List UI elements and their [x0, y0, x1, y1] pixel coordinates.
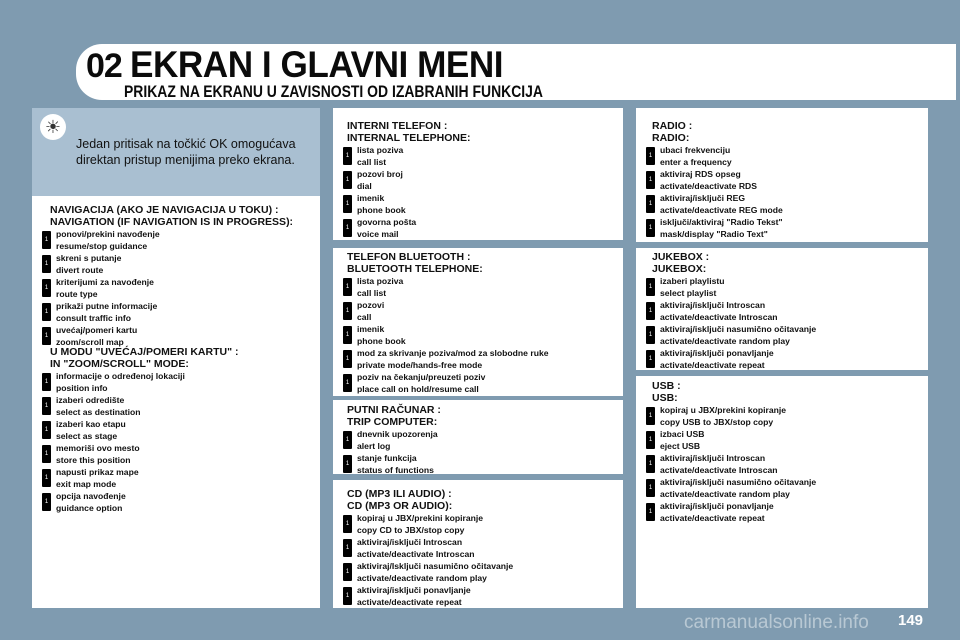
divider	[636, 242, 928, 248]
item-label-local: kriterijumi za navođenje	[56, 277, 154, 287]
item-label-english: activate/deactivate random play	[660, 489, 790, 499]
item-label-local: napusti prikaz mape	[56, 467, 139, 477]
section-title-phone: INTERNI TELEFON : INTERNAL TELEPHONE:	[347, 120, 471, 144]
button-press-icon: 1	[42, 445, 51, 463]
column-navigation	[32, 108, 320, 608]
item-label-english: activate/deactivate Introscan	[660, 465, 778, 475]
button-press-icon: 1	[646, 302, 655, 320]
button-press-icon: 1	[343, 195, 352, 213]
item-label-english: activate/deactivate repeat	[660, 513, 765, 523]
button-press-icon: 1	[343, 219, 352, 237]
item-label-english: copy CD to JBX/stop copy	[357, 525, 465, 535]
button-press-icon: 1	[42, 327, 51, 345]
button-press-icon: 1	[42, 231, 51, 249]
button-press-icon: 1	[42, 255, 51, 273]
button-press-icon: 1	[343, 147, 352, 165]
item-label-english: place call on hold/resume call	[357, 384, 479, 394]
item-label-local: aktiviraj/isključi nasumično očitavanje	[660, 477, 817, 487]
item-label-local: ponovi/prekini navođenje	[56, 229, 160, 239]
item-label-english: enter a frequency	[660, 157, 732, 167]
section-title-nav: NAVIGACIJA (AKO JE NAVIGACIJA U TOKU) : NAVIGATION (IF NAVIGATION IS IN PROGRESS):	[50, 204, 294, 228]
box-phone	[333, 108, 623, 240]
item-label-local: skreni s putanje	[56, 253, 122, 263]
item-label-local: informacije o određenoj lokaciji	[56, 371, 185, 381]
button-press-icon: 1	[646, 147, 655, 165]
item-label-english: select playlist	[660, 288, 717, 298]
item-label-local: prikaži putne informacije	[56, 301, 158, 311]
item-label-local: izaberi playlistu	[660, 276, 725, 286]
button-press-icon: 1	[42, 279, 51, 297]
section-title-jukebox: JUKEBOX : JUKEBOX:	[652, 251, 710, 275]
item-label-local: aktiviraj/isključi nasumično očitavanje	[660, 324, 817, 334]
button-press-icon: 1	[343, 563, 352, 581]
item-label-local: imenik	[357, 324, 385, 334]
item-label-english: call list	[357, 288, 387, 298]
sun-icon: ☀	[40, 114, 66, 140]
item-label-local: aktiviraj/isključi ponavljanje	[357, 585, 471, 595]
section-title-radio: RADIO : RADIO:	[652, 120, 693, 144]
item-label-local: pozovi broj	[357, 169, 403, 179]
button-press-icon: 1	[646, 219, 655, 237]
item-label-english: copy USB to JBX/stop copy	[660, 417, 774, 427]
section-title-trip: PUTNI RAČUNAR : TRIP COMPUTER:	[347, 404, 441, 428]
item-label-english: activate/deactivate REG mode	[660, 205, 783, 215]
button-press-icon: 1	[646, 479, 655, 497]
section-title-cd: CD (MP3 ILI AUDIO) : CD (MP3 OR AUDIO):	[347, 488, 453, 512]
button-press-icon: 1	[343, 455, 352, 473]
item-label-local: aktiviraj/isključi Introscan	[357, 537, 463, 547]
button-press-icon: 1	[42, 469, 51, 487]
item-label-english: activate/deactivate repeat	[660, 360, 765, 370]
item-label-local: izaberi kao etapu	[56, 419, 126, 429]
button-press-icon: 1	[42, 421, 51, 439]
page-title: EKRAN I GLAVNI MENI	[130, 44, 504, 85]
item-label-english: resume/stop guidance	[56, 241, 148, 251]
column-phone-media	[333, 108, 623, 608]
item-label-english: phone book	[357, 205, 406, 215]
button-press-icon: 1	[343, 374, 352, 392]
item-label-english: route type	[56, 289, 98, 299]
section-title-zoom: U MODU "UVEĆAJ/POMERI KARTU" : IN "ZOOM/SCROLL" MODE:	[50, 346, 239, 370]
item-label-local: izbaci USB	[660, 429, 705, 439]
watermark: carmanualsonline.info	[684, 612, 869, 633]
button-press-icon: 1	[343, 587, 352, 605]
item-label-local: imenik	[357, 193, 385, 203]
item-label-local: ubaci frekvenciju	[660, 145, 731, 155]
item-label-english: alert log	[357, 441, 391, 451]
item-label-local: memoriši ovo mesto	[56, 443, 140, 453]
item-label-english: voice mail	[357, 229, 399, 239]
item-label-local: izaberi odredište	[56, 395, 125, 405]
box-cd	[333, 480, 623, 608]
page-number: 149	[898, 612, 924, 629]
item-label-local: stanje funkcija	[357, 453, 417, 463]
item-label-english: zoom/scroll map	[56, 337, 124, 347]
item-label-local: kopiraj u JBX/prekini kopiranje	[660, 405, 787, 415]
column-audio	[636, 108, 928, 608]
item-label-local: aktiviraj RDS opseg	[660, 169, 741, 179]
item-label-local: uvećaj/pomeri kartu	[56, 325, 138, 335]
item-label-english: guidance option	[56, 503, 123, 513]
button-press-icon: 1	[646, 171, 655, 189]
section-title-usb: USB : USB:	[652, 380, 681, 404]
item-label-local: dnevnik upozorenja	[357, 429, 438, 439]
button-press-icon: 1	[646, 326, 655, 344]
item-label-local: mod za skrivanje poziva/mod za slobodne ruke	[357, 348, 549, 358]
item-label-english: private mode/hands-free mode	[357, 360, 483, 370]
item-label-english: consult traffic info	[56, 313, 131, 323]
item-label-english: status of functions	[357, 465, 434, 475]
tip-text: Jedan pritisak na točkić OK omogućava direktan pristup menijima preko ekrana.	[76, 137, 296, 167]
item-label-english: divert route	[56, 265, 104, 275]
item-label-local: aktiviraj/isključi ponavljanje	[660, 501, 774, 511]
button-press-icon: 1	[646, 503, 655, 521]
item-label-local: aktiviraj/isključi REG	[660, 193, 746, 203]
item-label-english: activate/deactivate repeat	[357, 597, 462, 607]
item-label-local: aktiviraj/isključi Introscan	[660, 453, 766, 463]
item-label-english: dial	[357, 181, 372, 191]
section-title-bluetooth: TELEFON BLUETOOTH : BLUETOOTH TELEPHONE:	[347, 251, 483, 275]
item-label-local: aktiviraj/Isključi nasumično očitavanje	[357, 561, 514, 571]
chapter-number: 02	[86, 47, 122, 85]
divider	[636, 370, 928, 376]
button-press-icon: 1	[646, 195, 655, 213]
item-label-english: call list	[357, 157, 387, 167]
item-label-local: govorna pošta	[357, 217, 417, 227]
item-label-local: pozovi	[357, 300, 385, 310]
item-label-local: opcija navođenje	[56, 491, 126, 501]
item-label-local: isključi/aktiviraj "Radio Tekst"	[660, 217, 783, 227]
button-press-icon: 1	[42, 303, 51, 321]
button-press-icon: 1	[343, 326, 352, 344]
item-label-local: kopiraj u JBX/prekini kopiranje	[357, 513, 484, 523]
item-label-english: select as stage	[56, 431, 118, 441]
item-label-english: activate/deactivate Introscan	[357, 549, 475, 559]
button-press-icon: 1	[42, 397, 51, 415]
button-press-icon: 1	[646, 278, 655, 296]
item-label-english: phone book	[357, 336, 406, 346]
item-label-english: store this position	[56, 455, 131, 465]
button-press-icon: 1	[646, 455, 655, 473]
item-label-local: poziv na čekanju/preuzeti poziv	[357, 372, 486, 382]
item-label-local: aktiviraj/isključi ponavljanje	[660, 348, 774, 358]
box-bluetooth	[333, 248, 623, 396]
item-label-local: lista poziva	[357, 145, 404, 155]
button-press-icon: 1	[343, 515, 352, 533]
item-label-local: aktiviraj/isključi Introscan	[660, 300, 766, 310]
tip-box	[32, 108, 320, 196]
item-label-english: mask/display "Radio Text"	[660, 229, 768, 239]
button-press-icon: 1	[42, 493, 51, 511]
button-press-icon: 1	[646, 350, 655, 368]
item-label-english: position info	[56, 383, 108, 393]
button-press-icon: 1	[343, 278, 352, 296]
item-label-english: call	[357, 312, 372, 322]
page-subtitle: PRIKAZ NA EKRANU U ZAVISNOSTI OD IZABRANIH FUNKCIJA	[124, 82, 543, 101]
item-label-english: select as destination	[56, 407, 141, 417]
button-press-icon: 1	[42, 373, 51, 391]
button-press-icon: 1	[646, 407, 655, 425]
button-press-icon: 1	[646, 431, 655, 449]
button-press-icon: 1	[343, 431, 352, 449]
item-label-local: lista poziva	[357, 276, 404, 286]
button-press-icon: 1	[343, 350, 352, 368]
button-press-icon: 1	[343, 171, 352, 189]
item-label-english: exit map mode	[56, 479, 117, 489]
button-press-icon: 1	[343, 302, 352, 320]
item-label-english: activate/deactivate random play	[660, 336, 790, 346]
item-label-english: activate/deactivate Introscan	[660, 312, 778, 322]
item-label-english: activate/deactivate RDS	[660, 181, 757, 191]
box-trip	[333, 400, 623, 474]
button-press-icon: 1	[343, 539, 352, 557]
item-label-english: eject USB	[660, 441, 701, 451]
item-label-english: activate/deactivate random play	[357, 573, 487, 583]
